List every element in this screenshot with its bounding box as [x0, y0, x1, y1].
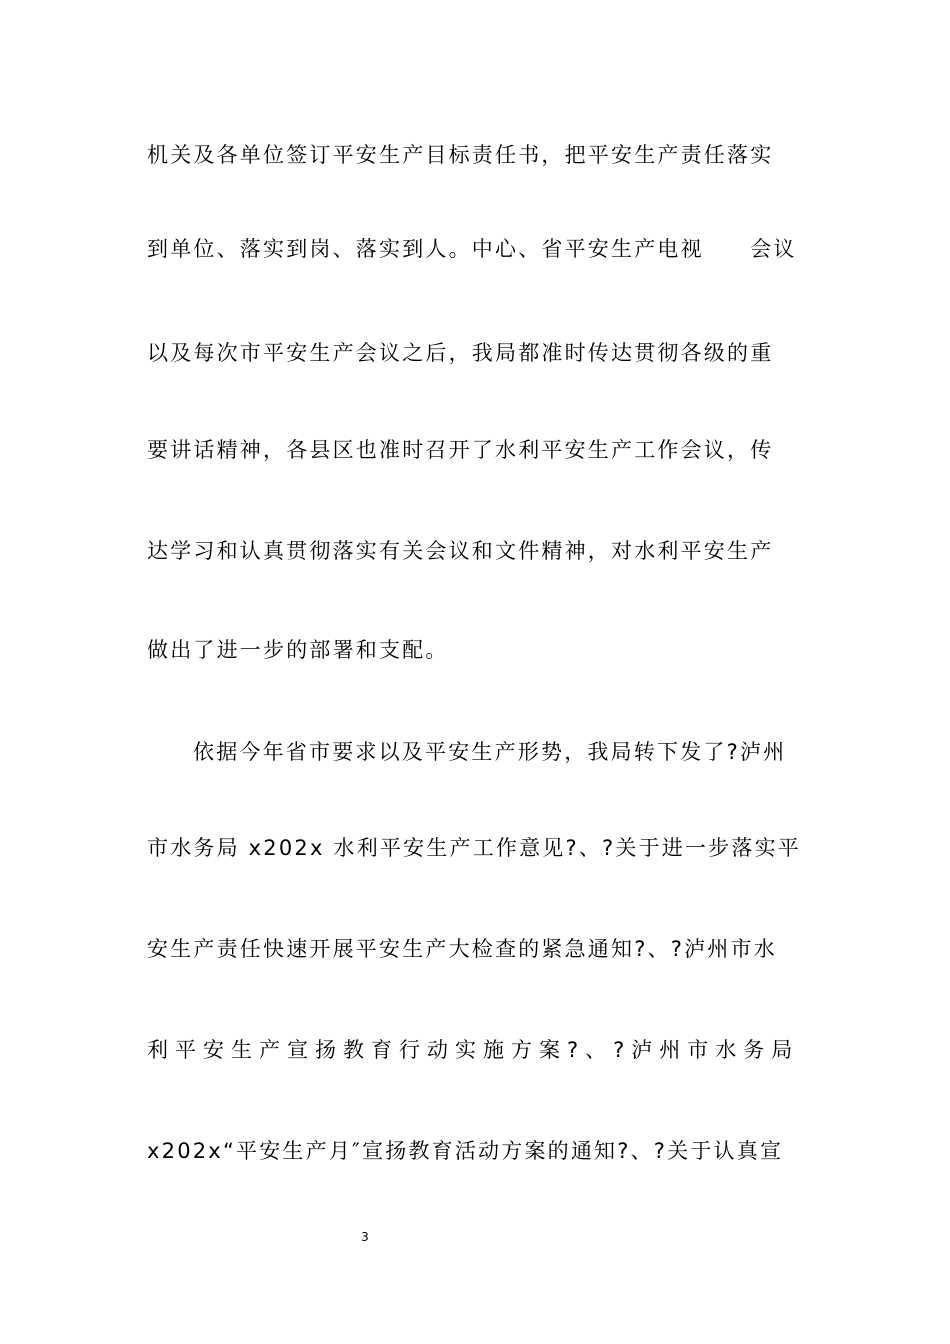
text-line: 安生产责任快速开展平安生产大检查的紧急通知?、?泸州市水 — [147, 937, 777, 961]
text-line: 利平安生产宣扬教育行动实施方案?、?泸州市水务局 — [147, 1038, 800, 1062]
text-line: 要讲话精神，各县区也准时召开了水利平安生产工作会议，传 — [147, 438, 774, 462]
paragraph-first-line: 依据今年省市要求以及平安生产形势，我局转下发了?泸州 — [193, 740, 787, 764]
text-line: 机关及各单位签订平安生产目标责任书，把平安生产责任落实 — [147, 143, 774, 167]
page-number: 3 — [361, 1230, 369, 1244]
text-line: x202x“平安生产月″宣扬教育活动方案的通知?、?关于认真宣 — [147, 1139, 784, 1163]
text-line: 市水务局 x202x 水利平安生产工作意见?、?关于进一步落实平 — [147, 836, 801, 860]
text-line: 做出了进一步的部署和支配。 — [147, 638, 449, 662]
text-line: 以及每次市平安生产会议之后，我局都准时传达贯彻各级的重 — [147, 341, 774, 365]
text-line: 达学习和认真贯彻落实有关会议和文件精神，对水利平安生产 — [147, 539, 774, 563]
text-line: 到单位、落实到岗、落实到人。中心、省平安生产电视 会议 — [147, 237, 797, 261]
